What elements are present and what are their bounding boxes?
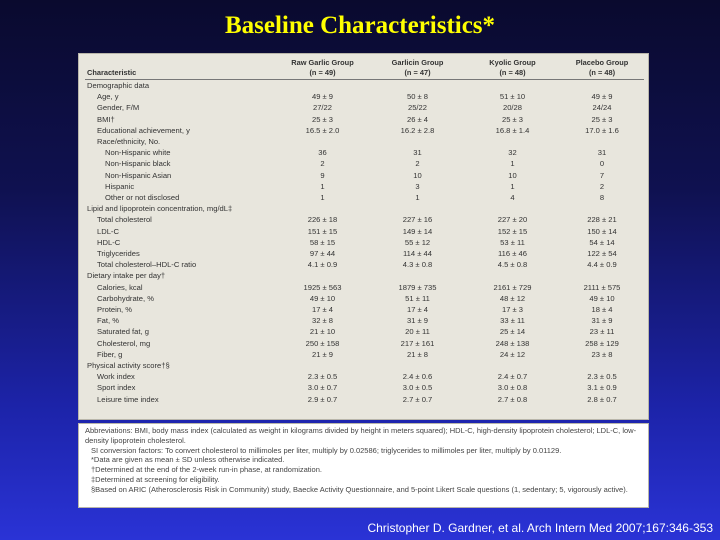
- row-value: 7: [599, 170, 605, 180]
- row-label: Cholesterol, mg: [97, 338, 151, 348]
- row-value: 97 ± 44: [309, 249, 336, 259]
- row-label: Leisure time index: [97, 394, 159, 404]
- row-value: [465, 270, 560, 281]
- column-header-characteristic: Characteristic: [85, 58, 275, 80]
- row-value: 3.0 ± 0.8: [497, 383, 528, 393]
- row-value: 55 ± 12: [404, 237, 431, 247]
- row-label: Hispanic: [105, 181, 135, 191]
- row-value: 49 ± 9: [311, 92, 334, 102]
- row-value: 2161 ± 729: [493, 282, 532, 292]
- row-value: 3.0 ± 0.5: [402, 383, 433, 393]
- row-value: 31: [597, 148, 607, 158]
- slide-title: Baseline Characteristics*: [224, 12, 496, 39]
- footnote: †Determined at the end of the 2-week run-in phase, at randomization.: [91, 465, 322, 475]
- row-value: 25 ± 3: [311, 114, 334, 124]
- row-value: 21 ± 9: [311, 349, 334, 359]
- table-row: [85, 382, 644, 393]
- row-value: 24/24: [592, 103, 612, 113]
- row-value: 4.4 ± 0.9: [587, 260, 617, 270]
- row-value: 226 ± 18: [307, 215, 338, 225]
- row-value: [560, 360, 644, 371]
- column-header-garlicin: Garlicin Group (n = 47): [370, 58, 465, 80]
- row-label: Carbohydrate, %: [97, 293, 154, 303]
- table-row: [85, 248, 644, 259]
- row-value: [370, 203, 465, 214]
- row-value: 1: [320, 181, 325, 191]
- row-label: Gender, F/M: [97, 103, 140, 113]
- row-value: 32: [508, 148, 517, 158]
- row-value: 1925 ± 563: [303, 282, 342, 292]
- table-row: [85, 214, 644, 225]
- row-label: Dietary intake per day†: [87, 271, 166, 281]
- row-value: 0: [599, 159, 605, 169]
- table-row: [85, 304, 644, 315]
- row-value: 25/22: [407, 103, 427, 113]
- row-label: Work index: [97, 372, 135, 382]
- row-value: 4: [510, 193, 515, 203]
- row-value: 25 ± 3: [591, 114, 613, 124]
- table-row: [85, 147, 644, 158]
- footnote: Abbreviations: BMI, body mass index (calculated as weight in kilograms divided by height in meters squared); HDL-C, high-density lipoprotein cholesterol; LDL-C, low-density lipoprotein cholesterol.: [85, 426, 637, 445]
- row-label: Protein, %: [97, 305, 133, 315]
- row-label: HDL-C: [97, 237, 121, 247]
- row-value: 228 ± 21: [587, 215, 617, 225]
- row-value: 227 ± 20: [497, 215, 528, 225]
- row-value: 2.7 ± 0.7: [402, 394, 433, 404]
- row-label: BMI†: [97, 114, 115, 124]
- row-value: 16.2 ± 2.8: [400, 125, 435, 135]
- table-row: [85, 315, 644, 326]
- row-value: 227 ± 16: [402, 215, 433, 225]
- row-value: 2.3 ± 0.5: [307, 372, 338, 382]
- table-row: [85, 371, 644, 382]
- row-label: Triglycerides: [97, 249, 140, 259]
- row-value: [275, 80, 370, 92]
- row-value: 17 ± 4: [406, 305, 429, 315]
- table-row: [85, 338, 644, 349]
- table-header-row: [85, 58, 644, 80]
- row-value: 116 ± 46: [498, 249, 527, 259]
- row-value: 8: [599, 193, 605, 203]
- row-value: 17 ± 3: [501, 305, 524, 315]
- row-value: 31: [413, 148, 422, 158]
- row-value: 25 ± 14: [499, 327, 526, 337]
- row-label: Non-Hispanic black: [105, 159, 171, 169]
- row-value: 114 ± 44: [403, 249, 432, 259]
- table-row: [85, 237, 644, 248]
- row-value: 21 ± 8: [406, 349, 429, 359]
- row-label: Saturated fat, g: [97, 327, 149, 337]
- row-label: Race/ethnicity, No.: [97, 137, 161, 147]
- row-value: 4.1 ± 0.9: [307, 260, 338, 270]
- row-label: Physical activity score†§: [87, 361, 170, 371]
- row-value: 10: [413, 170, 422, 180]
- table-row: [85, 293, 644, 304]
- row-value: 49 ± 9: [591, 92, 613, 102]
- table-row: [85, 125, 644, 136]
- column-header-kyolic: Kyolic Group (n = 48): [465, 58, 560, 80]
- column-header-placebo: Placebo Group (n = 48): [560, 58, 644, 80]
- table-row: [85, 326, 644, 337]
- footnote: *Data are given as mean ± SD unless otherwise indicated.: [91, 455, 285, 465]
- row-value: 122 ± 54: [587, 249, 617, 259]
- row-value: 2: [599, 181, 605, 191]
- row-value: 1: [510, 159, 515, 169]
- row-value: 4.3 ± 0.8: [402, 260, 433, 270]
- row-value: [465, 136, 560, 147]
- row-value: 58 ± 15: [309, 237, 336, 247]
- row-value: 152 ± 15: [497, 226, 528, 236]
- table-row: [85, 136, 644, 147]
- table-row: [85, 80, 644, 92]
- table-row: [85, 282, 644, 293]
- row-value: [275, 360, 370, 371]
- table-row: [85, 203, 644, 214]
- row-value: 49 ± 10: [589, 293, 615, 303]
- row-value: 48 ± 12: [499, 293, 526, 303]
- row-value: 1: [415, 193, 420, 203]
- row-value: 2.4 ± 0.7: [497, 372, 528, 382]
- row-label: Age, y: [97, 92, 119, 102]
- row-label: Lipid and lipoprotein concentration, mg/dL‡: [87, 204, 233, 214]
- row-label: Sport index: [97, 383, 136, 393]
- row-value: 3.0 ± 0.7: [307, 383, 338, 393]
- row-value: [275, 203, 370, 214]
- row-label: Total cholesterol–HDL-C ratio: [97, 260, 197, 270]
- row-value: 20/28: [502, 103, 522, 113]
- row-value: 51 ± 11: [405, 293, 430, 303]
- row-value: 17.0 ± 1.6: [585, 125, 619, 135]
- row-value: [560, 136, 644, 147]
- table-row: [85, 91, 644, 102]
- row-value: 2.4 ± 0.6: [402, 372, 433, 382]
- row-value: 149 ± 14: [402, 226, 433, 236]
- row-value: 9: [320, 170, 325, 180]
- row-value: 2.8 ± 0.7: [587, 394, 617, 404]
- row-label: Non-Hispanic Asian: [105, 170, 172, 180]
- table-row: [85, 360, 644, 371]
- row-value: 33 ± 11: [500, 316, 525, 326]
- table-row: [85, 394, 644, 405]
- row-value: 3.1 ± 0.9: [587, 383, 617, 393]
- row-label: Fiber, g: [97, 349, 123, 359]
- row-value: [560, 270, 644, 281]
- table-row: [85, 102, 644, 113]
- row-value: 26 ± 4: [406, 114, 429, 124]
- row-value: [275, 270, 370, 281]
- row-label: Total cholesterol: [97, 215, 152, 225]
- row-value: 31 ± 9: [406, 316, 429, 326]
- footnote: SI conversion factors: To convert cholesterol to millimoles per liter, multiply by 0.02586; triglycerides to millimoles per liter, multiply by 0.01129.: [91, 445, 562, 455]
- row-value: 2: [320, 159, 325, 169]
- row-value: 151 ± 15: [307, 226, 338, 236]
- column-header-raw-garlic: Raw Garlic Group (n = 49): [275, 58, 370, 80]
- footnote: ‡Determined at screening for eligibility.: [91, 474, 220, 484]
- baseline-characteristics-table: [85, 58, 644, 405]
- row-value: 20 ± 11: [405, 327, 430, 337]
- row-value: 54 ± 14: [589, 237, 615, 247]
- table-footnotes: [78, 423, 649, 508]
- row-value: 2.3 ± 0.5: [587, 372, 617, 382]
- table-row: [85, 158, 644, 169]
- row-label: Other or not disclosed: [105, 193, 180, 203]
- row-value: [465, 80, 560, 92]
- row-label: Educational achievement, y: [97, 125, 190, 135]
- row-value: 31 ± 9: [591, 316, 613, 326]
- row-value: 248 ± 138: [495, 338, 530, 348]
- row-value: 49 ± 10: [309, 293, 336, 303]
- row-value: 23 ± 11: [589, 327, 615, 337]
- row-label: Calories, kcal: [97, 282, 143, 292]
- row-label: Non-Hispanic white: [105, 148, 171, 158]
- table-row: [85, 170, 644, 181]
- table-row: [85, 270, 644, 281]
- row-value: 3: [415, 181, 420, 191]
- table-row: [85, 349, 644, 360]
- row-value: 21 ± 10: [309, 327, 336, 337]
- table-row: [85, 181, 644, 192]
- row-value: 1: [510, 181, 515, 191]
- row-value: 36: [318, 148, 327, 158]
- row-value: 10: [508, 170, 517, 180]
- row-value: 25 ± 3: [501, 114, 524, 124]
- row-value: 16.8 ± 1.4: [495, 125, 530, 135]
- row-value: [560, 80, 644, 92]
- row-value: 258 ± 129: [585, 338, 619, 348]
- row-value: [275, 136, 370, 147]
- row-value: 2111 ± 575: [583, 282, 621, 292]
- row-value: 50 ± 8: [406, 92, 429, 102]
- row-value: 2.7 ± 0.8: [497, 394, 528, 404]
- row-label: LDL-C: [97, 226, 119, 236]
- row-value: [370, 136, 465, 147]
- table-row: [85, 192, 644, 203]
- row-value: 250 ± 158: [305, 338, 340, 348]
- row-value: 32 ± 8: [311, 316, 334, 326]
- row-value: 4.5 ± 0.8: [497, 260, 528, 270]
- row-value: 217 ± 161: [400, 338, 435, 348]
- row-value: 1: [320, 193, 325, 203]
- row-value: 23 ± 8: [591, 349, 613, 359]
- row-value: 17 ± 4: [311, 305, 334, 315]
- row-value: [370, 270, 465, 281]
- table-row: [85, 226, 644, 237]
- row-value: [560, 203, 644, 214]
- row-value: 53 ± 11: [500, 237, 525, 247]
- row-value: 1879 ± 735: [398, 282, 437, 292]
- row-value: [465, 203, 560, 214]
- row-value: 27/22: [312, 103, 332, 113]
- table-body: [85, 80, 644, 405]
- row-value: 150 ± 14: [587, 226, 617, 236]
- row-value: 51 ± 10: [499, 92, 526, 102]
- row-value: 2.9 ± 0.7: [307, 394, 338, 404]
- row-value: [370, 80, 465, 92]
- row-value: 16.5 ± 2.0: [305, 125, 340, 135]
- citation: Christopher D. Gardner, et al. Arch Intern Med 2007;167:346-353: [367, 521, 713, 535]
- row-value: [370, 360, 465, 371]
- baseline-table-card: [78, 53, 649, 420]
- row-value: 24 ± 12: [499, 349, 526, 359]
- row-value: 18 ± 4: [591, 305, 613, 315]
- row-value: 2: [415, 159, 420, 169]
- row-label: Fat, %: [97, 316, 119, 326]
- table-row: [85, 114, 644, 125]
- row-value: [465, 360, 560, 371]
- table-row: [85, 259, 644, 270]
- footnote: §Based on ARIC (Atherosclerosis Risk in Community) study, Baecke Activity Questionnaire, and 5-point Likert Scale questions (1, sedentary; 5, vigorously active).: [91, 484, 628, 494]
- row-label: Demographic data: [87, 81, 150, 90]
